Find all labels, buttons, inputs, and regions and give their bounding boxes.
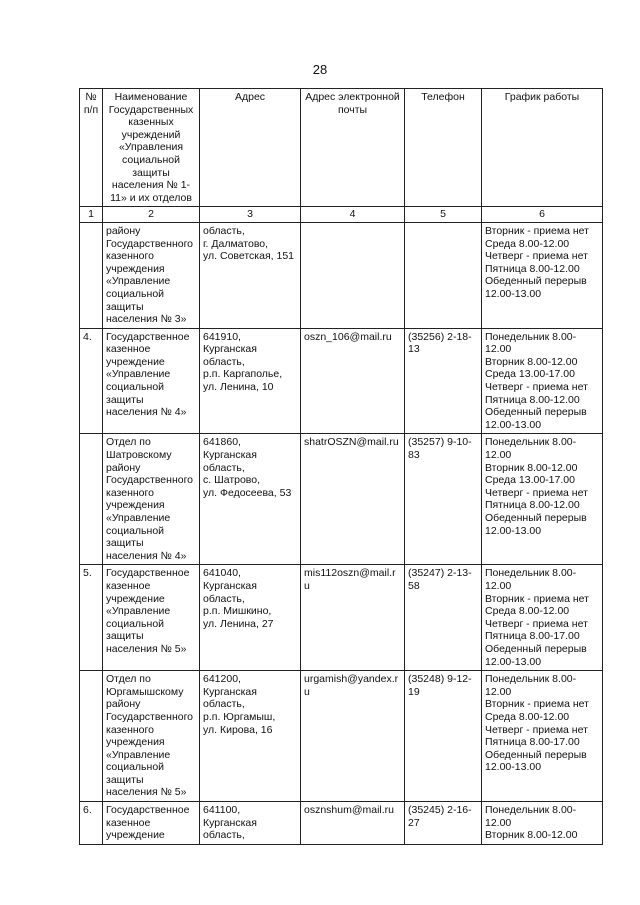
institution-address: область, г. Далматово, ул. Советская, 151 [200, 222, 301, 328]
institution-name: Отдел по Шатровскому району Государственного казенного учреждения «Управление социальной защиты населения № 4» [103, 434, 200, 565]
header-cell-num: № п/п [80, 89, 103, 207]
column-number-row [80, 207, 603, 223]
institution-schedule: Вторник - приема нет Среда 8.00-12.00 Четверг - приема нет Пятница 8.00-12.00 Обеденный перерыв 12.00-13.00 [482, 222, 603, 328]
institution-name: Государственное казенное учреждение «Управление социальной защиты населения № 4» [103, 328, 200, 434]
institution-email: mis112oszn@mail.r u [301, 565, 405, 671]
page-number: 28 [312, 62, 328, 77]
row-number: 4. [80, 328, 103, 434]
table-row [80, 328, 603, 434]
row-number [80, 222, 103, 328]
table-row [80, 222, 603, 328]
header-row [80, 89, 603, 207]
row-number [80, 434, 103, 565]
institution-email: osznshum@mail.ru [301, 802, 405, 845]
institution-schedule: Понедельник 8.00- 12.00 Вторник 8.00-12.00 Среда 13.00-17.00 Четверг - приема нет Пятница 8.00-12.00 Обеденный перерыв 12.00-13.00 [482, 328, 603, 434]
column-number: 5 [405, 207, 482, 223]
institution-schedule: Понедельник 8.00- 12.00 Вторник 8.00-12.00 [482, 802, 603, 845]
header-cell-email: Адрес электронной почты [301, 89, 405, 207]
institution-address: 641860, Курганская область, с. Шатрово, ул. Федосеева, 53 [200, 434, 301, 565]
institution-schedule: Понедельник 8.00- 12.00 Вторник - приема нет Среда 8.00-12.00 Четверг - приема нет Пятница 8.00-17.00 Обеденный перерыв 12.00-13.00 [482, 671, 603, 802]
institution-phone: (35247) 2-13- 58 [405, 565, 482, 671]
institution-name: Отдел по Юргамышскому району Государственного казенного учреждения «Управление социальной защиты населения № 5» [103, 671, 200, 802]
table-row [80, 802, 603, 845]
column-number: 2 [103, 207, 200, 223]
institution-phone: (35257) 9-10- 83 [405, 434, 482, 565]
institution-email [301, 222, 405, 328]
institutions-table [79, 88, 603, 845]
column-number: 1 [80, 207, 103, 223]
institution-phone [405, 222, 482, 328]
table-row [80, 434, 603, 565]
institution-address: 641040, Курганская область, р.п. Мишкино, ул. Ленина, 27 [200, 565, 301, 671]
row-number: 5. [80, 565, 103, 671]
institution-address: 641100, Курганская область, [200, 802, 301, 845]
table-row [80, 671, 603, 802]
institution-name: Государственное казенное учреждение [103, 802, 200, 845]
table-row [80, 565, 603, 671]
institution-name: Государственное казенное учреждение «Управление социальной защиты населения № 5» [103, 565, 200, 671]
institution-phone: (35245) 2-16- 27 [405, 802, 482, 845]
institution-schedule: Понедельник 8.00- 12.00 Вторник 8.00-12.00 Среда 13.00-17.00 Четверг - приема нет Пятница 8.00-12.00 Обеденный перерыв 12.00-13.00 [482, 434, 603, 565]
institution-schedule: Понедельник 8.00- 12.00 Вторник - приема нет Среда 8.00-12.00 Четверг - приема нет Пятница 8.00-17.00 Обеденный перерыв 12.00-13.00 [482, 565, 603, 671]
column-number: 4 [301, 207, 405, 223]
institution-phone: (35256) 2-18- 13 [405, 328, 482, 434]
row-number: 6. [80, 802, 103, 845]
institution-phone: (35248) 9-12- 19 [405, 671, 482, 802]
institution-email: urgamish@yandex.r u [301, 671, 405, 802]
column-number: 3 [200, 207, 301, 223]
institution-address: 641910, Курганская область, р.п. Каргаполье, ул. Ленина, 10 [200, 328, 301, 434]
header-cell-schedule: График работы [482, 89, 603, 207]
header-cell-address: Адрес [200, 89, 301, 207]
header-cell-phone: Телефон [405, 89, 482, 207]
institution-email: shatrOSZN@mail.ru [301, 434, 405, 565]
institution-email: oszn_106@mail.ru [301, 328, 405, 434]
institution-name: району Государственного казенного учреждения «Управление социальной защиты населения № 3» [103, 222, 200, 328]
header-cell-name: Наименование Государственных казенных учреждений «Управления социальной защиты населения № 1- 11» и их отделов [103, 89, 200, 207]
column-number: 6 [482, 207, 603, 223]
row-number [80, 671, 103, 802]
institution-address: 641200, Курганская область, р.п. Юргамыш, ул. Кирова, 16 [200, 671, 301, 802]
